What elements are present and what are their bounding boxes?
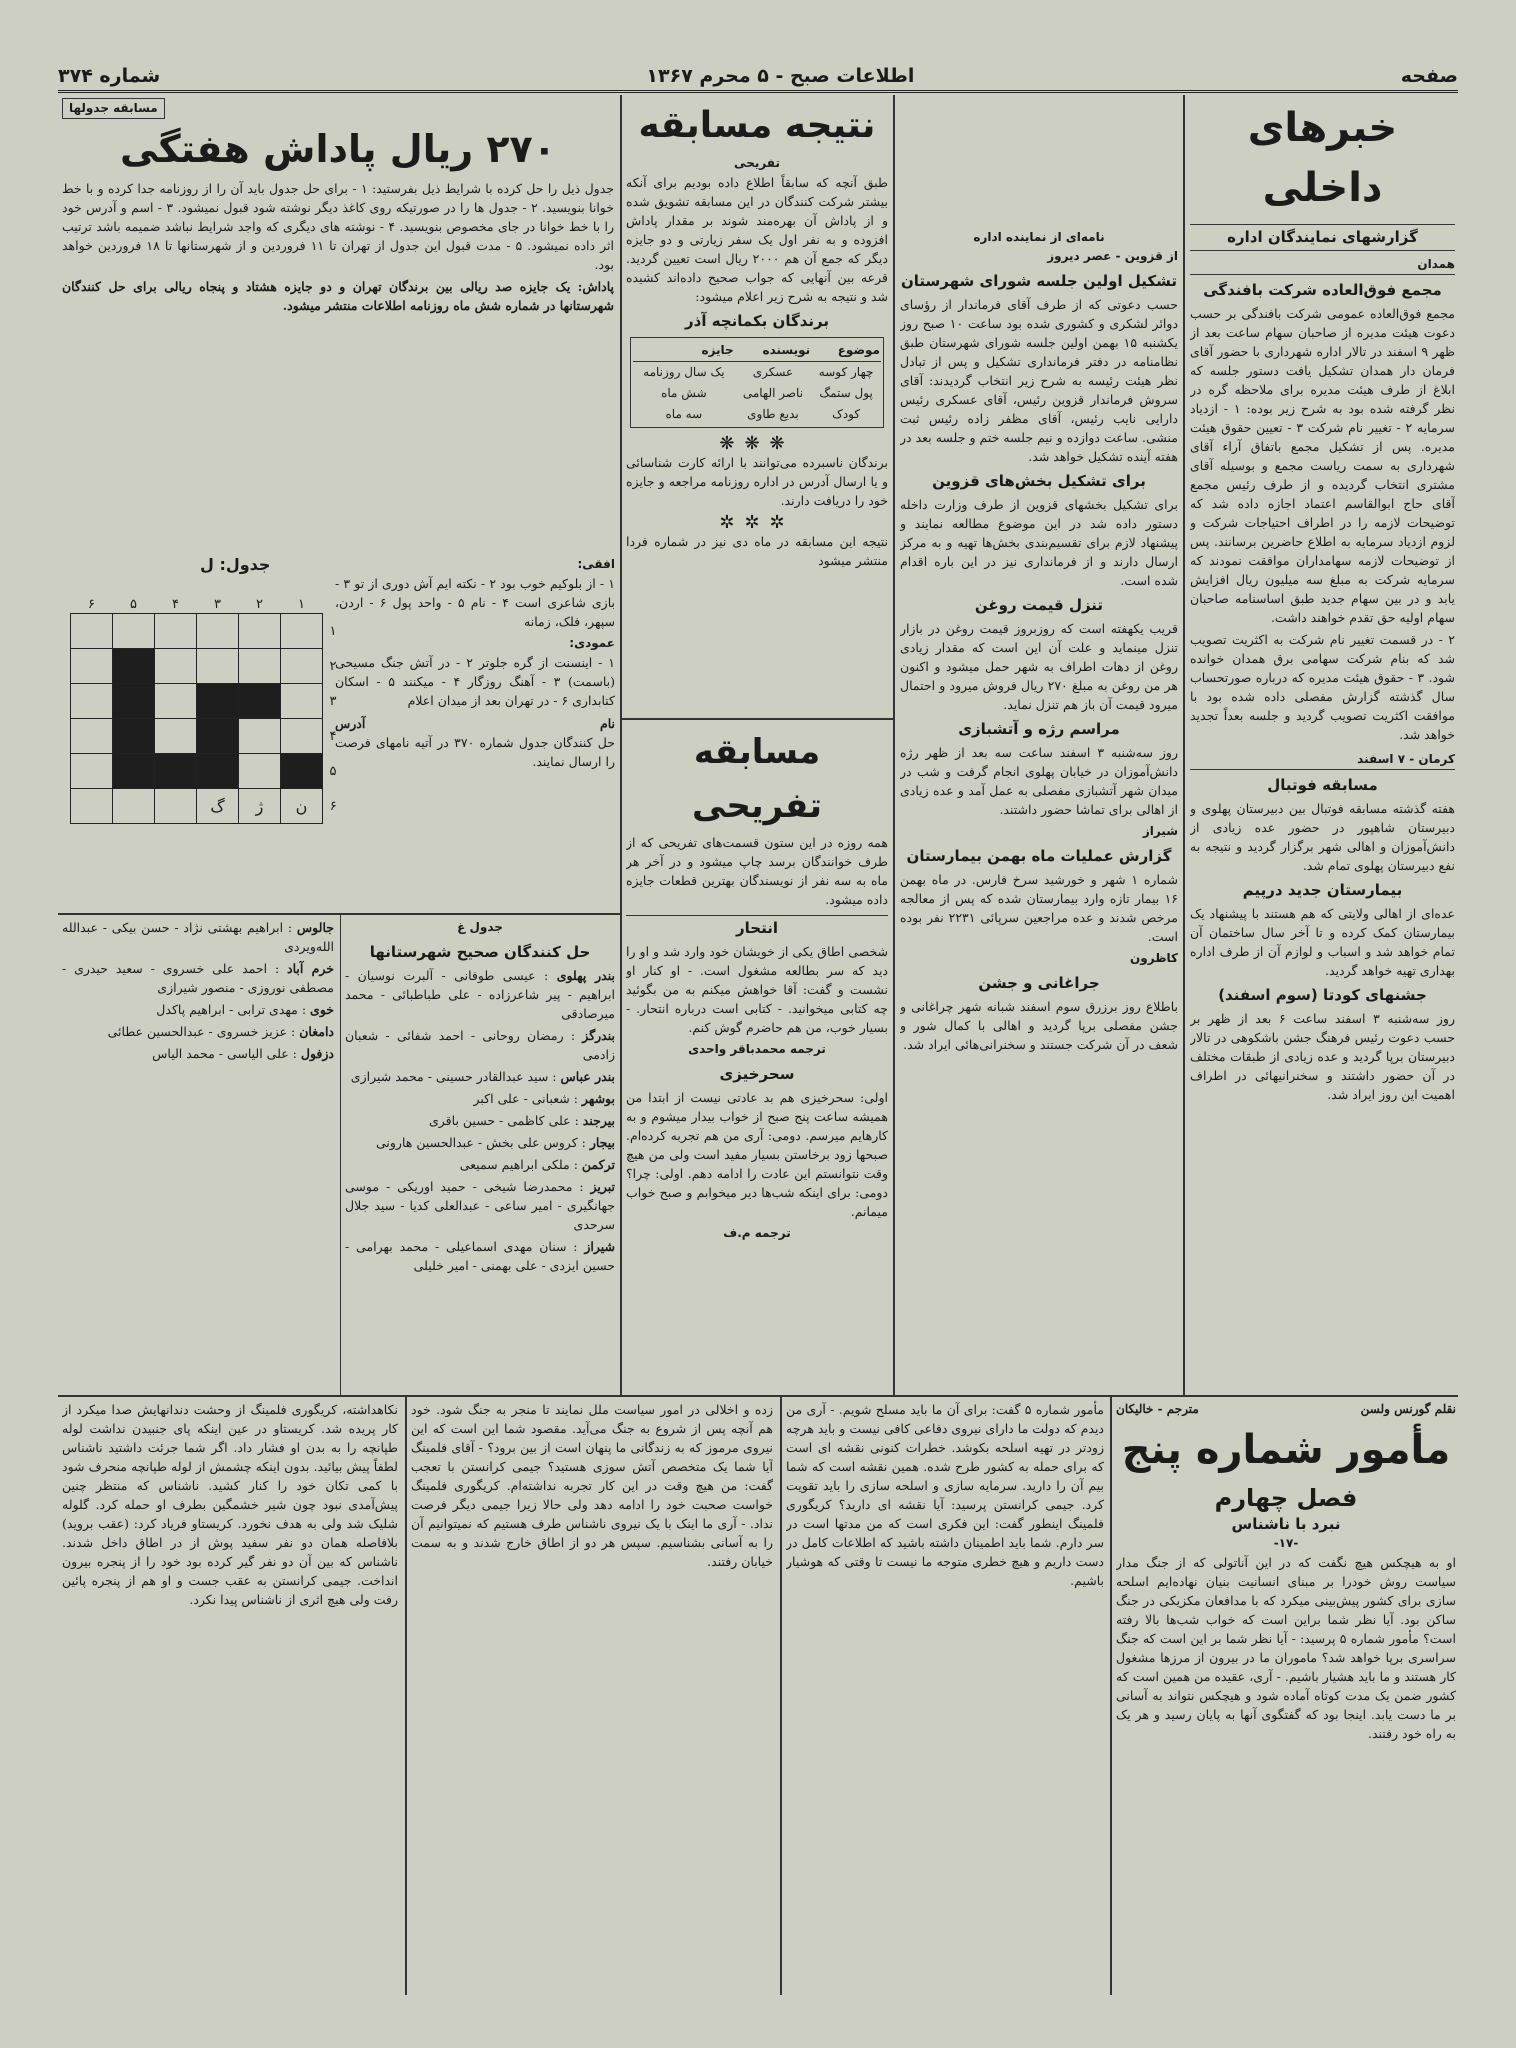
winners-column-header: نویسنده	[735, 340, 811, 362]
article-title: تنزل قیمت روغن	[974, 596, 1104, 614]
contest-kicker: تفریحی	[734, 156, 780, 170]
across-label: افقی:	[577, 557, 615, 571]
solver-group: جالوس : ابراهیم بهشتی نژاد - حسن بیکی - عبدالله الله‌ویردی	[62, 920, 334, 954]
crossword-cell[interactable]	[71, 789, 113, 824]
solver-group: تبریز : محمدرضا شیخی - حمید اوریکی - موسی جهانگیری - امیر ساعی - عبدالعلی کدیا - سید جلال سرحدی	[345, 1179, 615, 1232]
crossword-kicker: مسابقه جدولها	[62, 98, 165, 119]
episode-number: -۱۷-	[1273, 1536, 1299, 1550]
solver-city: جالوس	[296, 920, 334, 935]
name-label: نام	[599, 716, 615, 731]
crossword-grid	[70, 595, 344, 824]
translator-credit: ترجمه م.ف	[723, 1226, 791, 1240]
footer-note: حل کنندگان جدول شماره ۳۷۰ در آتیه نامهای فرصت را ارسال نمایند.	[335, 735, 615, 769]
solver-names: رمضان روحانی - احمد شفائی - شعبان زادمی	[345, 1028, 615, 1062]
crossword-cell[interactable]	[239, 719, 281, 754]
solver-names: علی کاظمی - حسین باقری	[429, 1113, 571, 1128]
crossword-rules: جدول ذیل را حل کرده با شرایط ذیل بفرستید: ۱ - برای حل جدول باید آن را از روزنامه جدا کرده و با خط خوانا بنویسید. ۲ - جدول ها را در صورتیکه روی کاغذ دیگر نوشته شود قبول نمیشود. ۳ - اسم و آدرس خود را با خط خوانا در جای مخصوص بنویسید. ۴ - نوشته های دیگری که واجد شرایط نباشد ضمیمه باشد ترتیب اثر داده نمیشود. ۵ - مدت قبول این جدول از تهران تا ۱۱ فروردین و از شهرستانها تا ۱۸ فروردین خواهد بود.	[62, 181, 614, 272]
ornament: ✲✲✲	[719, 512, 795, 533]
solver-city: تبریز	[590, 1179, 615, 1194]
table-row	[633, 404, 881, 425]
crossword-cell[interactable]	[113, 754, 155, 789]
article-body: نتیجه این مسابقه در ماه دی نیز در شماره فردا منتشر میشود	[626, 534, 888, 568]
city-heading: کرمان - ۷ اسفند	[1190, 750, 1455, 770]
article-title: سحرخیزی	[719, 1065, 795, 1083]
solver-city: بندر عباس	[560, 1069, 615, 1084]
serial-story-column	[1116, 1400, 1456, 1995]
winners-column-header: موضوع	[811, 340, 881, 362]
article-body: طبق آنچه که سابقاً اطلاع داده بودیم برای آنکه بیشتر شرکت کنندگان در این مسابقه تشویق شده و از پاداش آن بهره‌مند شوند بر مقدار پاداش افزوده و به نفر اول یک سفر زیارتی و دو جایزه دیگر که جمع آن هم ۲۰۰۰ ریال است تعیین گردید. قرعه بین آنهایی که جواب صحیح داده‌اند کشیده شد و نتیجه به شرح زیر اعلام میشود:	[626, 175, 888, 304]
section-rule	[58, 913, 620, 915]
column-rule	[780, 1395, 782, 1995]
solver-group: بوشهر : شعبانی - علی اکبر	[473, 1091, 615, 1106]
solver-group: بندر عباس : سید عبدالقادر حسینی - محمد شیرازی	[350, 1069, 615, 1084]
solver-group: دزفول : علی الیاسی - محمد الیاس	[152, 1046, 334, 1061]
article-title: تشکیل اولین جلسه شورای شهرستان	[900, 272, 1177, 290]
down-clues: ۱ - اینسنت از گره جلوتر ۲ - در آتش جنگ مسیحی (باسمت) ۳ - آهنگ روزگار ۴ - میکنند ۵ - اسکان کتابداری ۶ - در تهران بعد از میدان اعلام	[335, 655, 615, 708]
crossword-cell[interactable]	[239, 684, 281, 719]
article-body: زده و اخلالی در امور سیاست ملل نمایند تا منجر به جنگ شود. خود هم آنچه پس از شروع به جنگ می‌آید. مقصود شما این است که این نیروی مرموز که به زندگانی ما پنهان است از بین برود؟ - آقای فلمینگ آیا شما یک متخصص آتش سوزی هستید؟ جیمی کرانستن با تعجب گفت: من هیچ وقت در این کار تجربه نداشته‌ام. کریگوری فلمینگ خواست صحبت خود را ادامه دهد ولی حالا زیرا جیمی دیگر فرصت نداد. - آری ما اینک با یک نیروی ناشناس طرف هستیم که نمیتوانیم آن را به آسانی بشناسیم. سپس هر دو از اطاق خارج شدند و به سمت خیابان رفتند.	[411, 1402, 773, 1569]
crossword-cell[interactable]	[113, 719, 155, 754]
crossword-cell[interactable]	[113, 614, 155, 649]
article-body: حسب دعوتی که از طرف آقای فرماندار از رؤسای دوائر لشکری و کشوری شده بود ساعت ۱۰ صبح روز یکشنبه ۱۵ بهمن اولین جلسه شورای شهرستان طبق نظامنامه در دفتر فرمانداری تشکیل و پس از تبادل نظر هیئت رئیسه به شرح زیر انتخاب گردیدند: آقای سروش فرماندار قزوین رئیس، آقای عسکری رئیس دارایی نایب رئیس، آقای مظفر زاده رئیس ثبت منشی. ساعت دوازده و نیم جلسه ختم و جلسه بعد در هفته آینده تشکیل خواهد شد.	[900, 297, 1178, 464]
crossword-cell[interactable]	[113, 789, 155, 824]
contest-result-title: نتیجه مسابقه	[638, 105, 876, 146]
article-title: مسابقه فوتبال	[1267, 776, 1378, 794]
solver-city: بوشهر	[581, 1091, 615, 1106]
row-number: ۳	[329, 693, 337, 709]
article-body: روز سه‌شنبه ۳ اسفند ساعت ۶ بعد از ظهر بر حسب دعوت رئیس فرهنگ جشن باشکوهی در تالار دبیرستان برپا گردید و عده زیادی از طبقات مختلف در آن حضور داشتند و سخنرانیهائی در اطراف اهمیت این روز ایراد شد.	[1190, 1011, 1455, 1102]
crossword-cell[interactable]	[239, 614, 281, 649]
solver-city: ترکمن	[581, 1157, 615, 1172]
article-title: جشنهای کودتا (سوم اسفند)	[1218, 986, 1427, 1004]
crossword-cell[interactable]	[71, 649, 113, 684]
article-body: شماره ۱ شهر و خورشید سرخ فارس. در ماه بهمن ۱۶ بیمار تازه وارد بیمارستان شده که پس از معالجه مرخص شدند و عده مراجعین سرپائی ۲۲۳۱ نفر بوده است.	[900, 872, 1178, 944]
article-title: گزارش عملیات ماه بهمن بیمارستان	[906, 847, 1172, 865]
solver-names: علی الیاسی - محمد الیاس	[152, 1046, 289, 1061]
translator-credit: ترجمه محمدباقر واحدی	[688, 1042, 826, 1056]
crossword-cell[interactable]	[281, 719, 323, 754]
solver-group: دامغان : عزیز خسروی - عبدالحسین عطائی	[107, 1024, 334, 1039]
crossword-cell[interactable]	[71, 614, 113, 649]
solver-group: بیجار : کروس علی بخش - عبدالحسین هارونی	[375, 1135, 615, 1150]
solver-city: خوی	[310, 1002, 334, 1017]
solver-city: دزفول	[300, 1046, 334, 1061]
column-rule	[340, 913, 341, 1395]
column-rule	[1110, 1395, 1112, 1995]
column-number: ۶	[88, 596, 95, 612]
solver-city: بیرجند	[582, 1113, 615, 1128]
article-body: عده‌ای از اهالی ولایتی که هم هستند با پیشنهاد یک بیمارستان کمک کرده و تا آخر سال ساختمان آن تمام خواهد شد و اسباب و لوازم آن از طرف اداره بهداری تهیه خواهد گردید.	[1190, 906, 1455, 978]
crossword-cell[interactable]	[197, 684, 239, 719]
crossword-cell[interactable]	[155, 649, 197, 684]
solver-names: ابراهیم بهشتی نژاد - حسن بیکی - عبدالله الله‌ویردی	[62, 920, 334, 954]
qazvin-news-column	[900, 228, 1178, 1388]
prize-note: پاداش: یک جایزه صد ریالی بین برندگان تهران و دو جایزه هشتاد و پنجاه ریالی برای حل کنندگان شهرستانها در شماره شش ماه روزنامه اطلاعات منتشر میشود.	[62, 279, 614, 313]
article-body: هفته گذشته مسابقه فوتبال بین دبیرستان پهلوی و دبیرستان شاهپور در حضور عده زیادی از دانش‌آموزان و اهالی شهر برگزار گردید و نتیجه به نفع دبیرستان پهلوی تمام شد.	[1190, 801, 1455, 873]
winners-heading: برندگان بکمانچه آذر	[685, 312, 829, 330]
page-label: صفحه	[1400, 65, 1458, 87]
fun-contest-column	[626, 725, 888, 1390]
fun-contest-title: مسابقه تفریحی	[691, 732, 823, 826]
serial-title: مأمور شماره پنج	[1121, 1427, 1451, 1473]
article-body: او به هیچکس هیچ نگفت که در این آناتولی که از جنگ مدار سیاست روش خودرا بر مبنای انسانیت بنیان نهاده‌ایم اسلحه سازی برای کشور پیش‌بینی میکرد که با مدافعان مکزیکی در جنگ ساکن بود. آیا نظر شما براین است که خواب شب‌ها بالا رفته است؟ مأمور شماره ۵ پرسید: - آیا نظر شما بر این است که جنگ سراسری برپا خواهد شد؟ ماموران ما در بیرون از مرزها مشغول کار هستند و ما باید هشیار باشیم. - آری، عقیده من همین است که کشور ضمن یک مدت کوتاه آماده شود و هیچکس نتواند به آسانی بر ما دست یابد. اینجا بود که گفتگوی آنها به پایان رسید و هر یک به راه خود رفتند.	[1116, 1555, 1456, 1741]
grid-label: جدول: ل	[200, 555, 271, 574]
serial-story-column-3	[411, 1400, 773, 1995]
serial-story-column-4	[62, 1400, 398, 1995]
table-cell: شش ماه	[661, 386, 707, 400]
article-body: برندگان ناسبرده می‌توانند با ارائه کارت شناسائی و یا ارسال آدرس در اداره روزنامه مراجعه و جایزه خود را دریافت دارند.	[626, 455, 888, 508]
dateline: اطلاعات صبح - ۵ محرم ۱۳۶۷	[646, 65, 915, 87]
article-title: برای تشکیل بخش‌های قزوین	[932, 472, 1146, 490]
crossword-cell[interactable]	[197, 614, 239, 649]
winners-table	[630, 337, 884, 428]
table-cell: یک سال روزنامه	[643, 365, 725, 379]
crossword-cell[interactable]	[197, 719, 239, 754]
article-body: روز سه‌شنبه ۳ اسفند ساعت سه بعد از ظهر رژه دانش‌آموزان در خیابان پهلوی انجام گرفت و شب در میدان شهر آتشبازی مفصلی به عمل آمد و عده زیادی از اهالی برای تماشا حضور داشتند.	[900, 745, 1178, 817]
dateline: از قزوین - عصر دیروز	[1047, 249, 1178, 263]
article-body: باطلاع روز برزرق سوم اسفند شبانه شهر چراغانی و جشن مفصلی برپا گردید و اهالی با کمال شور و شعف در آن شرکت جستند و سخنرانی‌هائی ایراد شد.	[900, 999, 1178, 1052]
chapter-title: فصل چهارم	[1214, 1484, 1358, 1512]
translator-credit: مترجم - خالیکان	[1116, 1402, 1199, 1416]
solver-names: سید عبدالقادر حسینی - محمد شیرازی	[350, 1069, 549, 1084]
table-cell: چهار کوسه	[818, 365, 874, 379]
solver-names: مهدی ترابی - ابراهیم پاکدل	[156, 1002, 298, 1017]
byline: نامه‌ای از نماینده اداره	[973, 230, 1105, 244]
column-number: ۴	[172, 596, 179, 612]
crossword-cell[interactable]	[155, 719, 197, 754]
column-rule	[405, 1395, 407, 1995]
solver-city: شیراز	[584, 1239, 615, 1254]
column-rule	[1183, 95, 1185, 1395]
crossword-cell[interactable]	[239, 649, 281, 684]
crossword-title: ۲۷۰ ریال پاداش هفتگی	[120, 127, 556, 171]
page-header	[58, 62, 1458, 93]
row-number: ۱	[329, 623, 337, 639]
solver-names: عزیز خسروی - عبدالحسین عطائی	[107, 1024, 288, 1039]
solver-names: عیسی طوفانی - آلبرت نوسیان - ابراهیم - پیر شاعرزاده - علی طباطبائی - محمد میرصادقی	[345, 968, 615, 1021]
table-cell: عسکری	[752, 365, 794, 379]
article-body: برای تشکیل بخشهای قزوین از طرف وزارت داخله دستور داده شد در این موضوع مطالعه نمایند و پیشنهاد لازم برای تقسیم‌بندی بخش‌ها تهیه و به مرکز ارسال دارند و از فرمانداری نیز در این باره اقدام شده است.	[900, 497, 1178, 588]
article-title: مراسم رژه و آتشبازی	[958, 720, 1120, 738]
section-rule	[620, 718, 893, 720]
crossword-cell[interactable]	[281, 754, 323, 789]
column-rule	[620, 95, 622, 1395]
solver-city: دامغان	[299, 1024, 334, 1039]
solvers-heading: حل کنندگان صحیح شهرستانها	[369, 943, 591, 961]
crossword-cell[interactable]: ژ	[239, 789, 281, 824]
solver-group: بیرجند : علی کاظمی - حسین باقری	[429, 1113, 615, 1128]
city-heading: شیراز	[1142, 824, 1178, 838]
crossword-cell[interactable]	[113, 684, 155, 719]
table-cell: ناصر الهامی	[742, 386, 804, 400]
article-body: همه روزه در این ستون قسمت‌های تفریحی که از طرف خوانندگان برسد چاپ میشود و در آخر هر ماه به سه نفر از نویسندگان بهترین قطعات جایزه داده میشود.	[626, 835, 888, 907]
crossword-cell[interactable]	[155, 684, 197, 719]
solver-city: بندرگز	[582, 1028, 615, 1043]
row-number: ۲	[329, 658, 337, 674]
crossword-cell[interactable]	[197, 649, 239, 684]
serial-subtitle: نبرد با ناشناس	[1231, 1515, 1341, 1533]
column-number: ۳	[214, 596, 221, 612]
crossword-cell[interactable]: گ	[197, 789, 239, 824]
solver-group: شیراز : سنان مهدی اسماعیلی - محمد بهرامی - حسین ایزدی - علی بهمنی - امیر خلیلی	[345, 1239, 615, 1273]
crossword-cell[interactable]	[281, 614, 323, 649]
solver-names: ملکی ابراهیم سمیعی	[459, 1157, 570, 1172]
solver-names: شعبانی - علی اکبر	[473, 1091, 570, 1106]
crossword-cell[interactable]	[71, 754, 113, 789]
solver-group: بندرگز : رمضان روحانی - احمد شفائی - شعبان زادمی	[345, 1028, 615, 1062]
column-number: ۵	[130, 596, 137, 612]
contest-result-column	[626, 98, 888, 713]
reports-heading: گزارشهای نمایندگان اداره	[1190, 224, 1455, 251]
article-title: بیمارستان جدید درپیم	[1242, 881, 1403, 899]
solver-city: خرم آباد	[287, 961, 334, 976]
table-row	[633, 362, 881, 384]
crossword-clues	[335, 555, 615, 905]
article-title: جراغانی و جشن	[978, 974, 1100, 992]
solver-names: احمد علی خسروی - سعید حیدری - مصطفی نوروزی - منصور شیرازی	[62, 961, 334, 995]
solvers-column-2	[62, 918, 334, 1388]
crossword-cell[interactable]	[155, 754, 197, 789]
crossword-cell[interactable]	[71, 684, 113, 719]
solvers-sub: جدول غ	[457, 920, 503, 934]
winners-column-header: جایزه	[633, 340, 735, 362]
solver-group: خرم آباد : احمد علی خسروی - سعید حیدری - مصطفی نوروزی - منصور شیرازی	[62, 961, 334, 995]
column-number: ۲	[256, 596, 263, 612]
section-title: خبرهای داخلی	[1247, 105, 1398, 211]
solver-group: بندر پهلوی : عیسی طوفانی - آلبرت نوسیان - ابراهیم - پیر شاعرزاده - علی طباطبائی - محمد میرصادقی	[345, 968, 615, 1021]
solver-names: سنان مهدی اسماعیلی - محمد بهرامی - حسین ایزدی - علی بهمنی - امیر خلیلی	[345, 1239, 615, 1273]
crossword-cell[interactable]	[281, 649, 323, 684]
author-credit: نقلم گورنس ولسن	[1360, 1402, 1456, 1416]
article-title: انتحار	[626, 915, 888, 938]
article-body: قریب یکهفته است که روزبروز قیمت روغن در بازار تنزل مینماید و علت آن این است که مقدار زیادی روغن از دهات اطراف به شهر حمل میشود و اکنون هر من روغن به مبلغ ۲۷۰ ریال فروش میرود و احتمال میرود قیمت آن باز هم تنزل نماید.	[900, 621, 1178, 712]
article-title: مجمع فوق‌العاده شرکت بافندگی	[1203, 281, 1442, 299]
solver-group: ترکمن : ملکی ابراهیم سمیعی	[459, 1157, 615, 1172]
ornament: ❋❋❋	[719, 433, 795, 454]
article-body: نکاهداشته، کریگوری فلمینگ از وحشت دندانهایش صدا میکرد از کار پریده شد. کریستاو در عین اینکه پای جنبیدن نداشت لوله طپانچه را به بدن او فشار داد. اگر شما جرئت داشتید ناشناس لطفاً پیش بیائید. بدون اینکه چشمش از لوله طپانچه منحرف شود با کمی تکان خود را کنار کشید. ناشناس که منتظر چنین پیش‌آمدی نبود چون شیر خشمگین بطرف او حمله کرد. گلوله شلیک شد ولی به هدف نخورد. کریستاو فریاد کرد: (عقب بروید) بلافاصله همان دو نفر سفید پوش از در اطاق داخل شدند. ناشناس که بین آن دو نفر گیر کرده بود خود را از پنجره بیرون انداخت. جیمی کرانستن به عقب جست و او هم از پنجره پائین رفت ولی هیچ اثری از ناشناس پیدا نکرد.	[62, 1402, 398, 1607]
article-body: ۲ - در قسمت تغییر نام شرکت به اکثریت تصویب شد که بنام شرکت سهامی برق همدان خوانده شود. ۳ - حقوق هیئت مدیره که درباره صورتحساب سال گذشته گزارش مفصلی داده شده بود با موافقت اکثریت تصویب گردید و جلسه بعداً تجدید خواهد شد.	[1190, 632, 1455, 742]
address-label: آدرس	[335, 716, 366, 731]
article-body: مجمع فوق‌العاده عمومی شرکت بافندگی بر حسب دعوت هیئت مدیره از صاحبان سهام ساعت بعد از ظهر ۹ اسفند در تالار اداره شهرداری با حضور آقای فرمان دار همدان تشکیل یافت دستور جلسه که ابلاغ از طرف هیئت مدیره برای ملاحظه گره در نظر گرفته شده بود به شرح زیر بوده: ۱ - ازدیاد سرمایه ۲ - تغییر نام شرکت ۳ - تعیین حقوق هیئت مدیره. پس از تشکیل مجمع باتفاق آراء آقای شهرداری به سمت ریاست مجمع و بوسیله آقای مشتری انتخاب گردیده و از طرف رئیس مجمع آقای حاج ابوالقاسم اعتماد اجازه داده شد که توضیحات لازمه را در اطراف احتیاجات شرکت و لزوم ازدیاد سرمایه به اطلاع حاضرین برسانند. پس از توضیحات لازمه سهامداران موافقت نمودند که سرمایه شرکت به مبلغ سه میلیون ریال افزایش یابد و در بین سهام جدید طبق اساسنامه صاحبان سهام اولیه حق تقدم خواهند داشت.	[1190, 306, 1455, 625]
column-number: ۱	[298, 596, 305, 612]
solver-group: خوی : مهدی ترابی - ابراهیم پاکدل	[156, 1002, 334, 1017]
article-body: مأمور شماره ۵ گفت: برای آن ما باید مسلح شویم. - آری من دیدم که دولت ما دارای نیروی دفاعی کافی نیست و باید هرچه زودتر در تهیه اسلحه بکوشد. خطرات کنونی نقشه ای است که برای حمله به کشور طرح شده. همین نقشه است که شما بیم آن را دارید. سرمایه سازی و اسلحه سازی را باید تقویت کرد. جیمی کرانستن پرسید: آیا نقشه ای دارید؟ کریگوری فلمینگ اینطور گفت: این فکری است که من مدتها است در سر دارم. شما باید اطمینان داشته باشید که اطلاعات کامل در دست داریم و هیچ خطری متوجه ما نیست تا وقتی که هوشیار باشیم.	[786, 1402, 1104, 1588]
column-rule	[893, 95, 895, 1395]
crossword-cell[interactable]	[281, 684, 323, 719]
crossword-cell[interactable]	[71, 719, 113, 754]
row-number: ۶	[329, 798, 337, 814]
table-cell: سه ماه	[665, 407, 703, 421]
crossword-cell[interactable]	[155, 614, 197, 649]
section-rule	[58, 1395, 1458, 1397]
crossword-cell[interactable]: ن	[281, 789, 323, 824]
row-number: ۵	[329, 763, 337, 779]
crossword-cell[interactable]	[197, 754, 239, 789]
solver-city: بیجار	[589, 1135, 615, 1150]
article-body: شخصی اطاق یکی از خویشان خود وارد شد و او را دید که سر بطالعه مشغول است. - او کنار او نشست و گفت: آقا خواهش میکنم به من بگوئید چه کتابی میخوانید. - کتابی است درباره انتحار. - بسیار خوب، من هم حاضرم گوش کنم.	[626, 944, 888, 1035]
issue-number: شماره ۳۷۴	[58, 65, 161, 87]
serial-story-column-2	[786, 1400, 1104, 1995]
crossword-cell[interactable]	[239, 754, 281, 789]
down-label: عمودی:	[569, 636, 615, 650]
table-cell: کودک	[832, 407, 861, 421]
solver-names: محمدرضا شیخی - حمید اوریکی - موسی جهانگیری - امیر ساعی - عبدالعلی کدیا - سید جلال سرحدی	[345, 1179, 615, 1232]
city-heading: کاظرون	[1130, 951, 1178, 965]
table-cell: بدیع طاوی	[747, 407, 799, 421]
solver-city: بندر پهلوی	[556, 968, 615, 983]
crossword-cell[interactable]	[155, 789, 197, 824]
article-body: اولی: سحرخیزی هم بد عادتی نیست از ابتدا من همیشه ساعت پنج صبح از خواب بیدار میشوم و به کارهایم میرسم. دومی: آری من هم تجربه کرده‌ام. صبحها زود برخاستن بسیار مفید است ولی من هیچ وقت نتوانستم این عادت را ادامه دهم. اولی: چرا؟ دومی: برای اینکه شب‌ها دیر میخوابم و صبح خواب میمانم.	[626, 1090, 888, 1219]
domestic-news-column	[1190, 98, 1455, 1388]
table-row	[633, 383, 881, 404]
solvers-column	[345, 918, 615, 1388]
city-heading: همدان	[1190, 255, 1455, 275]
row-number: ۴	[329, 728, 337, 744]
across-clues: ۱ - از بلوکیم خوب بود ۲ - نکته ایم آش دوری از تو ۳ - بازی شاعری است ۴ - نام ۵ - واحد پول ۶ - اردن، سپهر، فلک، زمانه	[335, 576, 615, 629]
table-cell: پول ستمگ	[819, 386, 873, 400]
solver-names: کروس علی بخش - عبدالحسین هارونی	[375, 1135, 578, 1150]
crossword-cell[interactable]	[113, 649, 155, 684]
